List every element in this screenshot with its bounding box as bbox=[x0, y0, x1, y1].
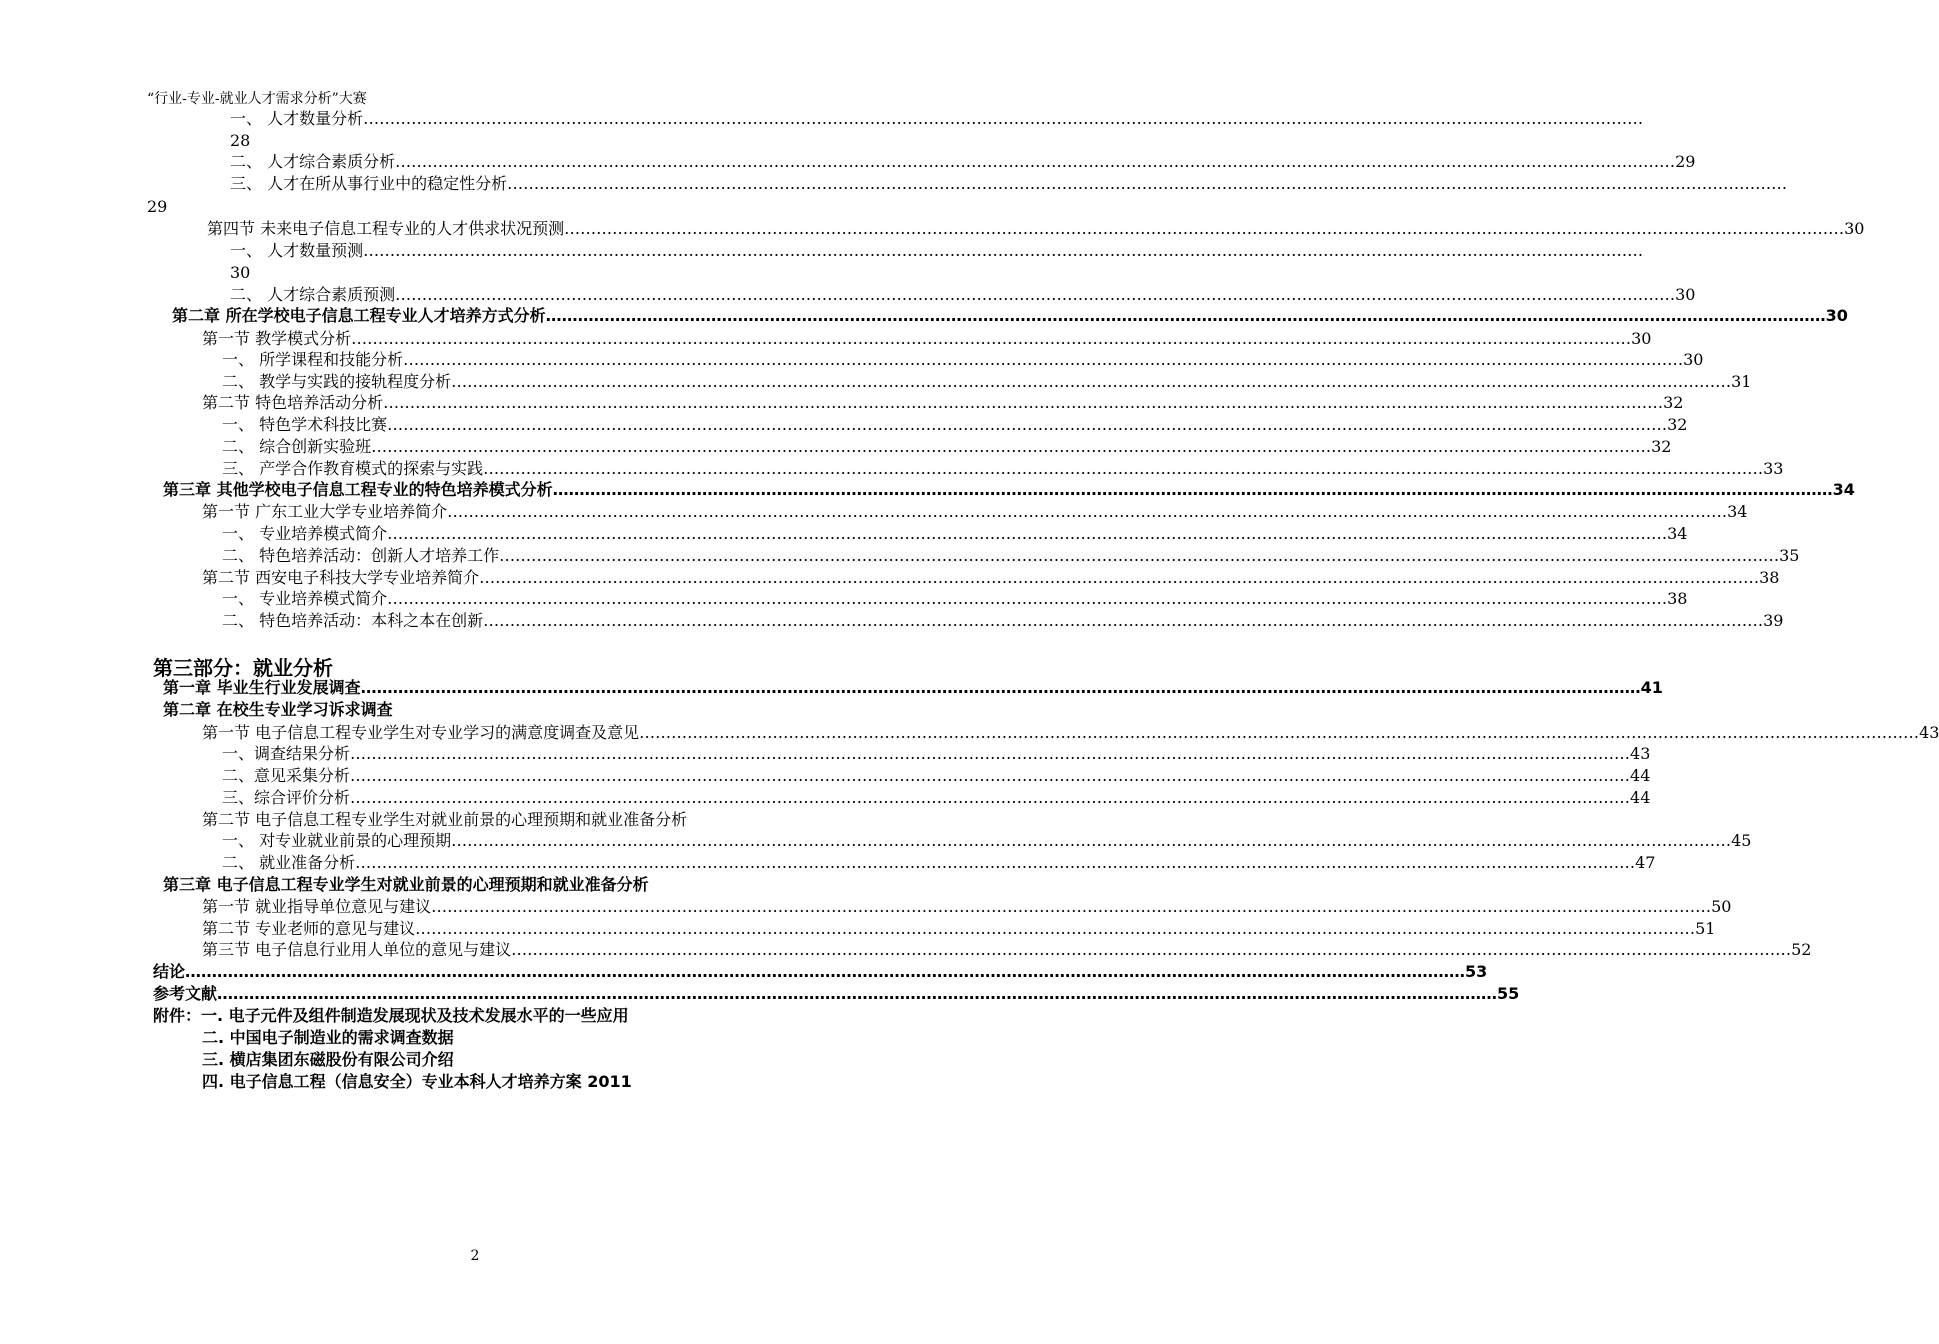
toc-entry[interactable] bbox=[222, 765, 1651, 787]
toc-entry-title: 第二章 在校生专业学习诉求调查 bbox=[163, 700, 393, 719]
toc-entry-title: 第三章 其他学校电子信息工程专业的特色培养模式分析 bbox=[163, 480, 553, 499]
toc-entry-title: 一、 特色学术科技比赛 bbox=[222, 415, 388, 434]
toc-dot-leader: …………………………………………………………………………………………………………………………………………………………………………………………………………………… bbox=[383, 393, 1664, 412]
toc-dot-leader: …………………………………………………………………………………………………………………………………………………………………………………………………………………… bbox=[351, 329, 1632, 348]
toc-entry[interactable] bbox=[230, 173, 1788, 195]
toc-dot-leader: …………………………………………………………………………………………………………………………………………………………………………………………………………………… bbox=[483, 611, 1764, 630]
toc-entry[interactable] bbox=[172, 305, 1848, 327]
toc-entry-title: 一、 人才数量预测 bbox=[230, 241, 364, 260]
toc-entry-title: 一、 所学课程和技能分析 bbox=[222, 350, 404, 369]
toc-entry[interactable] bbox=[222, 414, 1688, 436]
toc-entry[interactable] bbox=[222, 349, 1704, 371]
toc-dot-leader: …………………………………………………………………………………………………………………………………………………………………………………………………………………… bbox=[395, 152, 1676, 171]
toc-entry-title: 第二节 专业老师的意见与建议 bbox=[202, 919, 416, 938]
toc-dot-leader: …………………………………………………………………………………………………………………………………………………………………………………………………………………… bbox=[507, 174, 1788, 193]
toc-entry-title: 一、 专业培养模式简介 bbox=[222, 524, 388, 543]
toc-entry-page: 33 bbox=[1763, 459, 1784, 478]
toc-entry-page: 55 bbox=[1497, 984, 1520, 1003]
toc-entry[interactable] bbox=[222, 610, 1784, 632]
toc-entry-page: 41 bbox=[1640, 678, 1663, 697]
toc-entry-title: 一、 人才数量分析 bbox=[230, 109, 364, 128]
toc-entry-page: 32 bbox=[1667, 415, 1688, 434]
toc-dot-leader: …………………………………………………………………………………………………………………………………………………………………………………………………………………… bbox=[350, 766, 1631, 785]
toc-dot-leader: …………………………………………………………………………………………………………………………………………………………………………………………………………………… bbox=[447, 502, 1728, 521]
toc-entry[interactable] bbox=[230, 240, 1644, 262]
toc-entry-title: 一、 对专业就业前景的心理预期 bbox=[222, 831, 452, 850]
toc-entry-title: 第二章 所在学校电子信息工程专业人才培养方式分析 bbox=[172, 306, 546, 325]
toc-entry[interactable] bbox=[222, 852, 1656, 874]
toc-entry[interactable] bbox=[202, 392, 1684, 414]
toc-entry-title: 三、综合评价分析 bbox=[222, 788, 351, 807]
toc-entry-title: 29 bbox=[147, 197, 168, 216]
toc-dot-leader: …………………………………………………………………………………………………………………………………………………………………………………………………………………… bbox=[355, 853, 1636, 872]
toc-entry-page: 43 bbox=[1919, 723, 1939, 742]
toc-entry-title: 第二节 特色培养活动分析 bbox=[202, 393, 384, 412]
toc-entry-page: 34 bbox=[1727, 502, 1748, 521]
toc-entry-title: 第一节 教学模式分析 bbox=[202, 329, 352, 348]
page-number: 2 bbox=[470, 1248, 480, 1264]
toc-entry-page: 32 bbox=[1651, 437, 1672, 456]
toc-dot-leader: …………………………………………………………………………………………………………………………………………………………………………………………………………………… bbox=[395, 285, 1676, 304]
toc-entry-page: 30 bbox=[1844, 219, 1865, 238]
toc-entry[interactable] bbox=[222, 588, 1688, 610]
toc-entry-title: 结论 bbox=[153, 962, 186, 981]
toc-entry-page: 50 bbox=[1711, 897, 1732, 916]
toc-entry-title: 四. 电子信息工程（信息安全）专业本科人才培养方案 2011 bbox=[202, 1072, 632, 1091]
toc-entry-title: 第三节 电子信息行业用人单位的意见与建议 bbox=[202, 940, 512, 959]
toc-entry-page: 30 bbox=[1675, 285, 1696, 304]
toc-entry-title: 二、 人才综合素质预测 bbox=[230, 285, 396, 304]
toc-entry-title: 二、意见采集分析 bbox=[222, 766, 351, 785]
toc-entry-page: 44 bbox=[1630, 766, 1651, 785]
toc-entry-page: 38 bbox=[1759, 568, 1780, 587]
toc-entry[interactable] bbox=[153, 1005, 629, 1027]
toc-dot-leader: …………………………………………………………………………………………………………………………………………………………………………………………………………………… bbox=[431, 897, 1712, 916]
toc-entry-page: 52 bbox=[1791, 940, 1812, 959]
toc-entry[interactable] bbox=[202, 1027, 454, 1049]
toc-entry[interactable] bbox=[230, 151, 1696, 173]
toc-dot-leader: …………………………………………………………………………………………………………………………………………………………………………………………………………………… bbox=[451, 372, 1732, 391]
toc-entry-title: 二. 中国电子制造业的需求调查数据 bbox=[202, 1028, 454, 1047]
part-three-title: 第三部分：就业分析 bbox=[153, 656, 333, 680]
toc-entry-title: 二、 综合创新实验班 bbox=[222, 437, 372, 456]
toc-entry-title: 二、 就业准备分析 bbox=[222, 853, 356, 872]
toc-dot-leader: …………………………………………………………………………………………………………………………………………………………………………………………………………………… bbox=[564, 219, 1845, 238]
toc-entry-page: 53 bbox=[1465, 962, 1488, 981]
toc-entry[interactable] bbox=[202, 896, 1732, 918]
toc-entry-title: 第三章 电子信息工程专业学生对就业前景的心理预期和就业准备分析 bbox=[163, 875, 649, 894]
toc-entry-page: 51 bbox=[1695, 919, 1716, 938]
toc-dot-leader: …………………………………………………………………………………………………………………………………………………………………………………………………………………… bbox=[387, 524, 1668, 543]
toc-dot-leader: …………………………………………………………………………………………………………………………………………………………………………………………………………………… bbox=[451, 831, 1732, 850]
toc-entry-title: 三. 横店集团东磁股份有限公司介绍 bbox=[202, 1050, 454, 1069]
toc-entry[interactable] bbox=[230, 108, 1644, 130]
toc-entry[interactable] bbox=[222, 523, 1688, 545]
toc-entry-title: 第一章 毕业生行业发展调查 bbox=[163, 678, 361, 697]
toc-dot-leader: …………………………………………………………………………………………………………………………………………………………………………………………………………………… bbox=[499, 546, 1780, 565]
toc-entry-title: 二、 特色培养活动：本科之本在创新 bbox=[222, 611, 484, 630]
toc-entry-title: 一、调查结果分析 bbox=[222, 744, 351, 763]
toc-entry[interactable] bbox=[202, 939, 1812, 961]
toc-entry-title: 第二节 西安电子科技大学专业培养简介 bbox=[202, 568, 480, 587]
toc-entry-title: 第二节 电子信息工程专业学生对就业前景的心理预期和就业准备分析 bbox=[202, 810, 688, 829]
toc-entry[interactable] bbox=[147, 196, 167, 218]
toc-entry[interactable] bbox=[202, 722, 1939, 744]
toc-entry[interactable] bbox=[207, 218, 1865, 240]
toc-entry[interactable] bbox=[153, 961, 1488, 983]
toc-entry-title: 附件：一. 电子元件及组件制造发展现状及技术发展水平的一些应用 bbox=[153, 1006, 629, 1025]
toc-entry-title: 第一节 电子信息工程专业学生对专业学习的满意度调查及意见 bbox=[202, 723, 640, 742]
toc-entry-title: 参考文献 bbox=[153, 984, 218, 1003]
toc-entry[interactable] bbox=[202, 918, 1716, 940]
toc-dot-leader: …………………………………………………………………………………………………………………………………………………………………………………………………………………… bbox=[415, 919, 1696, 938]
toc-entry-title: 三、 人才在所从事行业中的稳定性分析 bbox=[230, 174, 508, 193]
toc-entry-title: 二、 特色培养活动：创新人才培养工作 bbox=[222, 546, 500, 565]
toc-entry-title: 三、 产学合作教育模式的探索与实践 bbox=[222, 459, 484, 478]
toc-entry[interactable] bbox=[222, 371, 1752, 393]
toc-entry[interactable] bbox=[163, 874, 649, 896]
toc-dot-leader: …………………………………………………………………………………………………………………………………………………………………………………………………………………… bbox=[363, 109, 1644, 128]
toc-dot-leader: …………………………………………………………………………………………………………………………………………………………………………………………………………………… bbox=[639, 723, 1920, 742]
toc-entry-page: 38 bbox=[1667, 589, 1688, 608]
toc-entry[interactable] bbox=[202, 328, 1652, 350]
toc-entry-page: 35 bbox=[1779, 546, 1800, 565]
toc-dot-leader: …………………………………………………………………………………………………………………………………………………………………………………………………………………… bbox=[511, 940, 1792, 959]
toc-entry[interactable] bbox=[222, 458, 1784, 480]
toc-entry[interactable] bbox=[153, 983, 1520, 1005]
toc-entry[interactable] bbox=[202, 809, 687, 831]
toc-entry-page: 39 bbox=[1763, 611, 1784, 630]
toc-dot-leader: …………………………………………………………………………………………………………………………………………………………………………………………………………………… bbox=[360, 678, 1641, 697]
toc-entry-title: 第一节 就业指导单位意见与建议 bbox=[202, 897, 432, 916]
toc-entry-title: 30 bbox=[230, 263, 251, 282]
toc-entry[interactable] bbox=[202, 1071, 632, 1093]
toc-entry[interactable] bbox=[202, 501, 1748, 523]
toc-entry-title: 一、 专业培养模式简介 bbox=[222, 589, 388, 608]
toc-entry-page: 30 bbox=[1825, 306, 1848, 325]
toc-entry[interactable] bbox=[230, 284, 1696, 306]
toc-entry-page: 30 bbox=[1683, 350, 1704, 369]
toc-entry-page: 31 bbox=[1731, 372, 1752, 391]
toc-entry[interactable] bbox=[222, 436, 1672, 458]
toc-entry-page: 29 bbox=[1675, 152, 1696, 171]
toc-dot-leader: …………………………………………………………………………………………………………………………………………………………………………………………………………………… bbox=[363, 241, 1644, 260]
toc-entry-page: 44 bbox=[1630, 788, 1651, 807]
toc-entry-title: 二、 教学与实践的接轨程度分析 bbox=[222, 372, 452, 391]
toc-entry-page: 47 bbox=[1635, 853, 1656, 872]
toc-entry-page: 34 bbox=[1832, 480, 1855, 499]
toc-dot-leader: …………………………………………………………………………………………………………………………………………………………………………………………………………………… bbox=[350, 744, 1631, 763]
toc-entry-title: 第一节 广东工业大学专业培养简介 bbox=[202, 502, 448, 521]
toc-dot-leader: …………………………………………………………………………………………………………………………………………………………………………………………………………………… bbox=[483, 459, 1764, 478]
toc-dot-leader: …………………………………………………………………………………………………………………………………………………………………………………………………………………… bbox=[371, 437, 1652, 456]
toc-dot-leader: …………………………………………………………………………………………………………………………………………………………………………………………………………………… bbox=[545, 306, 1826, 325]
toc-entry[interactable] bbox=[202, 567, 1780, 589]
toc-entry-title: 第四节 未来电子信息工程专业的人才供求状况预测 bbox=[207, 219, 565, 238]
toc-entry[interactable] bbox=[222, 545, 1800, 567]
toc-entry[interactable] bbox=[222, 787, 1651, 809]
toc-entry-page: 43 bbox=[1630, 744, 1651, 763]
toc-dot-leader: …………………………………………………………………………………………………………………………………………………………………………………………………………………… bbox=[387, 589, 1668, 608]
toc-entry-title: 二、 人才综合素质分析 bbox=[230, 152, 396, 171]
toc-dot-leader: …………………………………………………………………………………………………………………………………………………………………………………………………………………… bbox=[387, 415, 1668, 434]
toc-dot-leader: …………………………………………………………………………………………………………………………………………………………………………………………………………………… bbox=[479, 568, 1760, 587]
toc-entry[interactable] bbox=[202, 1049, 454, 1071]
toc-entry[interactable] bbox=[230, 130, 250, 152]
toc-entry[interactable] bbox=[163, 699, 393, 721]
toc-dot-leader: …………………………………………………………………………………………………………………………………………………………………………………………………………………… bbox=[185, 962, 1466, 981]
toc-dot-leader: …………………………………………………………………………………………………………………………………………………………………………………………………………………… bbox=[350, 788, 1631, 807]
toc-entry-page: 32 bbox=[1663, 393, 1684, 412]
toc-entry[interactable] bbox=[230, 262, 250, 284]
toc-entry[interactable] bbox=[222, 743, 1651, 765]
toc-entry-title: 28 bbox=[230, 131, 251, 150]
toc-dot-leader: …………………………………………………………………………………………………………………………………………………………………………………………………………………… bbox=[217, 984, 1498, 1003]
page-header: “行业-专业-就业人才需求分析”大赛 bbox=[147, 91, 367, 107]
toc-entry[interactable] bbox=[163, 479, 1855, 501]
toc-entry[interactable] bbox=[222, 830, 1752, 852]
toc-entry-page: 45 bbox=[1731, 831, 1752, 850]
toc-dot-leader: …………………………………………………………………………………………………………………………………………………………………………………………………………………… bbox=[403, 350, 1684, 369]
toc-entry-page: 34 bbox=[1667, 524, 1688, 543]
toc-entry-page: 30 bbox=[1631, 329, 1652, 348]
toc-dot-leader: …………………………………………………………………………………………………………………………………………………………………………………………………………………… bbox=[552, 480, 1833, 499]
